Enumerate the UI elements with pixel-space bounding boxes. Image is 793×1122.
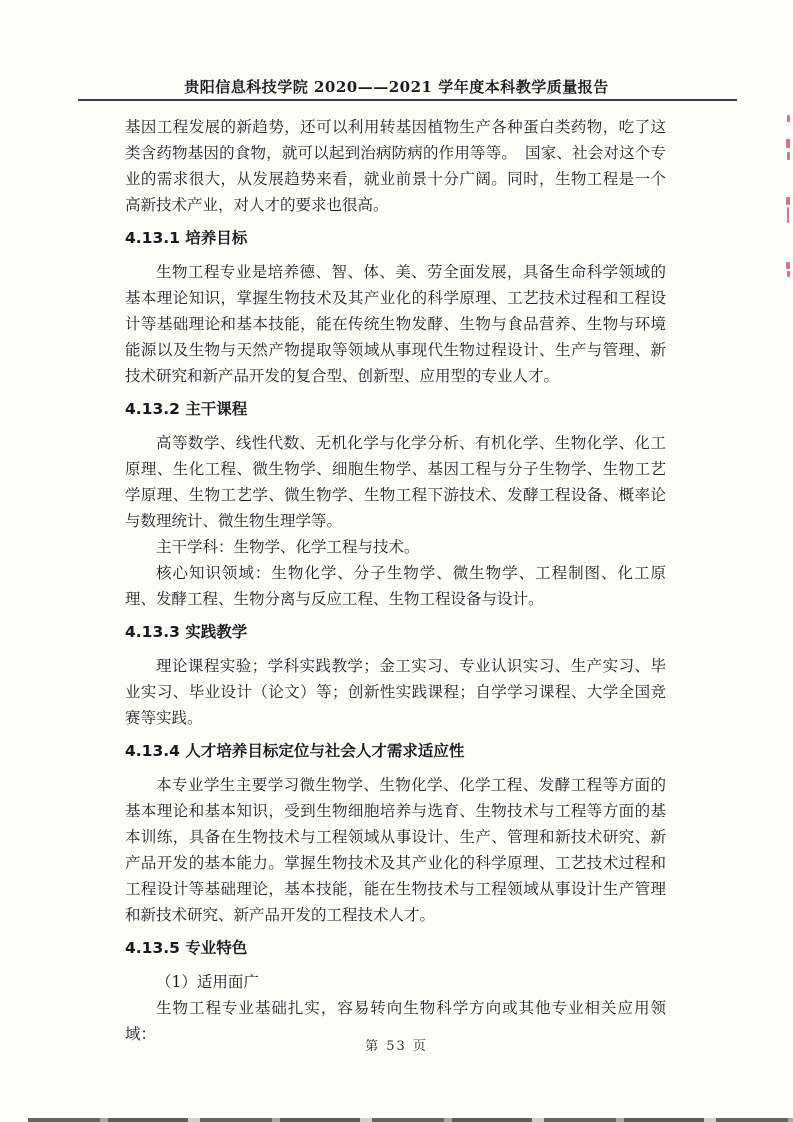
page-number: 第 53 页 — [365, 1039, 428, 1054]
section-heading: 4.13.2 主干课程 — [125, 400, 248, 418]
section-heading: 4.13.3 实践教学 — [125, 623, 248, 641]
paragraph: 本专业学生主要学习微生物学、生物化学、化学工程、发酵工程等方面的基本理论和基本知识，受到生物细胞培养与选育、生物技术与工程等方面的基本训练，具备在生物技术与工程领域从事设计、生产、管理和新技术研究、新产品开发的基本能力。掌握生物技术及其产业化的科学原理、工艺技术过程和工程设计等基础理论，基本技能，能在生物技术与工程领域从事设计生产管理和新技术研究、新产品开发的工程技术人才。 — [125, 776, 666, 924]
paragraph: 主干学科：生物学、化学工程与技术。 — [156, 538, 420, 556]
red-scan-mark — [787, 271, 790, 277]
section-heading: 4.13.1 培养目标 — [125, 229, 248, 247]
paragraph: （1）适用面广 — [156, 973, 259, 991]
paragraph: 高等数学、线性代数、无机化学与化学分析、有机化学、生物化学、化工原理、生化工程、微生物学、细胞生物学、基因工程与分子生物学、生物工艺学原理、生物工艺学、微生物学、生物工程下游技术、发酵工程设备、概率论与数理统计、微生物生理学等。 — [125, 434, 666, 530]
red-scan-mark — [786, 262, 790, 269]
red-scan-mark — [786, 139, 790, 148]
page-footer — [0, 1035, 793, 1054]
red-scan-mark — [787, 115, 790, 122]
red-scan-mark — [786, 197, 790, 205]
header-rule — [78, 99, 737, 101]
paragraph: 生物工程专业基础扎实，容易转向生物科学方向或其他专业相关应用领域： — [125, 999, 666, 1043]
section-heading: 4.13.4 人才培养目标定位与社会人才需求适应性 — [125, 742, 465, 760]
paragraph: 核心知识领域：生物化学、分子生物学、微生物学、工程制图、化工原理、发酵工程、生物分离与反应工程、生物工程设备与设计。 — [125, 564, 666, 608]
scan-bottom-edge — [28, 1118, 793, 1122]
document-body — [125, 114, 666, 1047]
red-scan-mark — [787, 207, 789, 223]
running-head-title: 贵阳信息科技学院 2020——2021 学年度本科教学质量报告 — [184, 78, 609, 96]
paragraph: 理论课程实验；学科实践教学；金工实习、专业认识实习、生产实习、毕业实习、毕业设计（论文）等；创新性实践课程；自学学习课程、大学全国竞赛等实践。 — [125, 657, 666, 727]
paragraph: 基因工程发展的新趋势，还可以利用转基因植物生产各种蛋白类药物，吃了这类含药物基因的食物，就可以起到治病防病的作用等等。 国家、社会对这个专业的需求很大，从发展趋势来看，就业前景十分广阔。同时，生物工程是一个高新技术产业，对人才的要求也很高。 — [125, 118, 666, 214]
paragraph: 生物工程专业是培养德、智、体、美、劳全面发展，具备生命科学领域的基本理论知识，掌握生物技术及其产业化的科学原理、工艺技术过程和工程设计等基础理论和基本技能，能在传统生物发酵、生物与食品营养、生物与环境能源以及生物与天然产物提取等领域从事现代生物过程设计、生产与管理、新技术研究和新产品开发的复合型、创新型、应用型的专业人才。 — [125, 263, 666, 385]
section-heading: 4.13.5 专业特色 — [125, 939, 248, 957]
red-scan-mark — [787, 152, 790, 160]
